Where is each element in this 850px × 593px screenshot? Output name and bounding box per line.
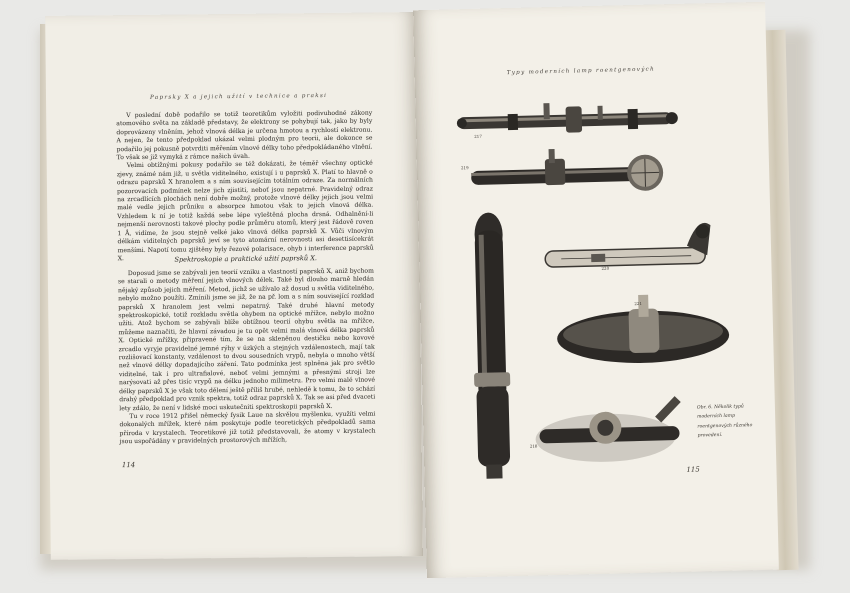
- left-page-number: 114: [121, 461, 136, 470]
- xray-tube-illustration: [556, 293, 730, 365]
- xray-tube-illustration: [470, 212, 512, 479]
- tube-label: 221: [634, 300, 643, 307]
- paragraph: V poslední době podařilo se totiž teoretikům vyložiti podivuhodné zákony atomového světa na základě představy, že elektrony se pohybují tak, jako by byly doprovázeny vlněním, jehož vlnová délka je určena hmotou a rychlostí elektronu. A nejen, že tento předpoklad ukázal velmi plodným pro teorii, ale dokonce se podařilo jej pokusně potvrditi měřením vlnové délky toho předpokládaného vlnění. To však se již vymyká z rámce našich úvah.: [116, 109, 373, 162]
- xray-tube-illustration: [456, 100, 678, 139]
- left-text-block-1: [116, 110, 374, 264]
- right-page: [413, 2, 779, 578]
- right-running-head: Typy moderních lamp roentgenových: [506, 66, 656, 77]
- tube-label: 219: [460, 165, 469, 171]
- figure-caption: Obr. 6. Několik typů moderních lamp roentgenových různého provedení.: [696, 404, 753, 439]
- paragraph: Tu v roce 1912 přišel německý fysik Laue na skvělou myšlenku, využíti velmi dokonalých mřížek, které nám poskytuje podle teoretických předpokladů sama příroda v krystalech. Teoretikové již totiž představovali, že atomy v krystalech jsou uspořádány v pravidelných prostorových mřížích,: [119, 410, 376, 446]
- xray-tube-illustration: [461, 146, 664, 195]
- tube-label: 217: [474, 133, 482, 139]
- left-text-block-2: [118, 268, 376, 447]
- xray-tube-illustration: [529, 396, 683, 464]
- xray-tubes-plate: [447, 85, 743, 512]
- right-page-number: 115: [686, 465, 700, 474]
- paragraph: Velmi obtížnými pokusy podařilo se též dokázati, že téměř všechny optické zjevy, známé nám již, u světla viditelného, existují i u paprsků X. Platí to hlavně o odrazu paprsků X hranolem a s ním souvisejícím totálním odraze. Za normálních pozorovacích podmínek nelze jich zjistiti, neboť jsou nepatrné. Pravidelný odraz na zrcadlících plochách není dobře možný, protože vlnové délky jejich jsou velmi malé vedle jejich průniku a absorpce hmotou však to jejich vlnová délka. Vzhledem k ní je totiž každá sebe lépe vyleštěná plocha drsná. Odhalnění-li nejmenší nerovnosti takové plochy podle průměru atomů, který jest řádově roven 1 Å, vidíme, že jsou stejně velké jako vlnová délka paprsků X. Vůči vlnovým délkám viditelných paprsků jeví se tyto atomární nerovnosti asi desettisícekrát menšími. Napotí tomu zjištěny byly řezové polarisace, ohyb i interference paprsků X.: [116, 159, 374, 263]
- paragraph: Doposud jsme se zabývali jen teorií vzniku a vlastností paprsků X, aniž bychom se starali o metody měření jejich vlnových délek. Také byl dlouho marně hledán nějaký způsob jejich měření. Metod, jichž se užívalo až dosud u světla viditelného, nebylo možno použíti. Zmínili jsme se již, že na př. lom a s ním související rozklad paprsků X hranolem jest velmi nepatrný. Také druhé hlavní metody spektroskopické, totiž rozkladu světla ohybem na optické mřížce, nebylo možno užíti. Atož bychom se zabývali blíže obtížnou teorií ohybu světla na mřížce, můžeme naznačiti, že hlavní závadou je tu opět velmi malá vlnová délka paprsků X. Optické mřížky, připravené tím, že se na skleněnou destičku nebo kovové zrcadlo vyryje pravidelné jemné rýhy v úzkých a stejných vzdálenostech, mají tak rozlišovací konstanty, vzdálenost to dvou sousedních vrypů, nebyla o mnoho větší než vlnové délky dopadajícího záření. Tato podmínka jest splněna jak pro světlo viditelné, tak i pro ultrafialové, neboť velmi jemnými a přesnými stroji lze narýsovati až přes tisíc vrypů na délku jednoho milimetru. Pro velmi malé vlnové délky paprsků X je však toto dělení ještě příliš hrubé, nehledě k tomu, že to schází drahý předpoklad pro vznik spektra, totiž odraz paprsků X. Tak se asi před dvaceti lety zdálo, že není v lidské moci uskutečniti spektroskopii paprsků X.: [117, 267, 376, 412]
- left-page: [45, 12, 423, 560]
- section-heading: Spektroskopie a praktické užití paprsků X.: [174, 254, 318, 264]
- xray-tube-illustration: [544, 223, 711, 273]
- left-running-head: Paprsky X a jejich užití v technice a praksi: [149, 93, 328, 101]
- tube-label: 220: [601, 265, 610, 271]
- tube-label: 218: [529, 443, 538, 449]
